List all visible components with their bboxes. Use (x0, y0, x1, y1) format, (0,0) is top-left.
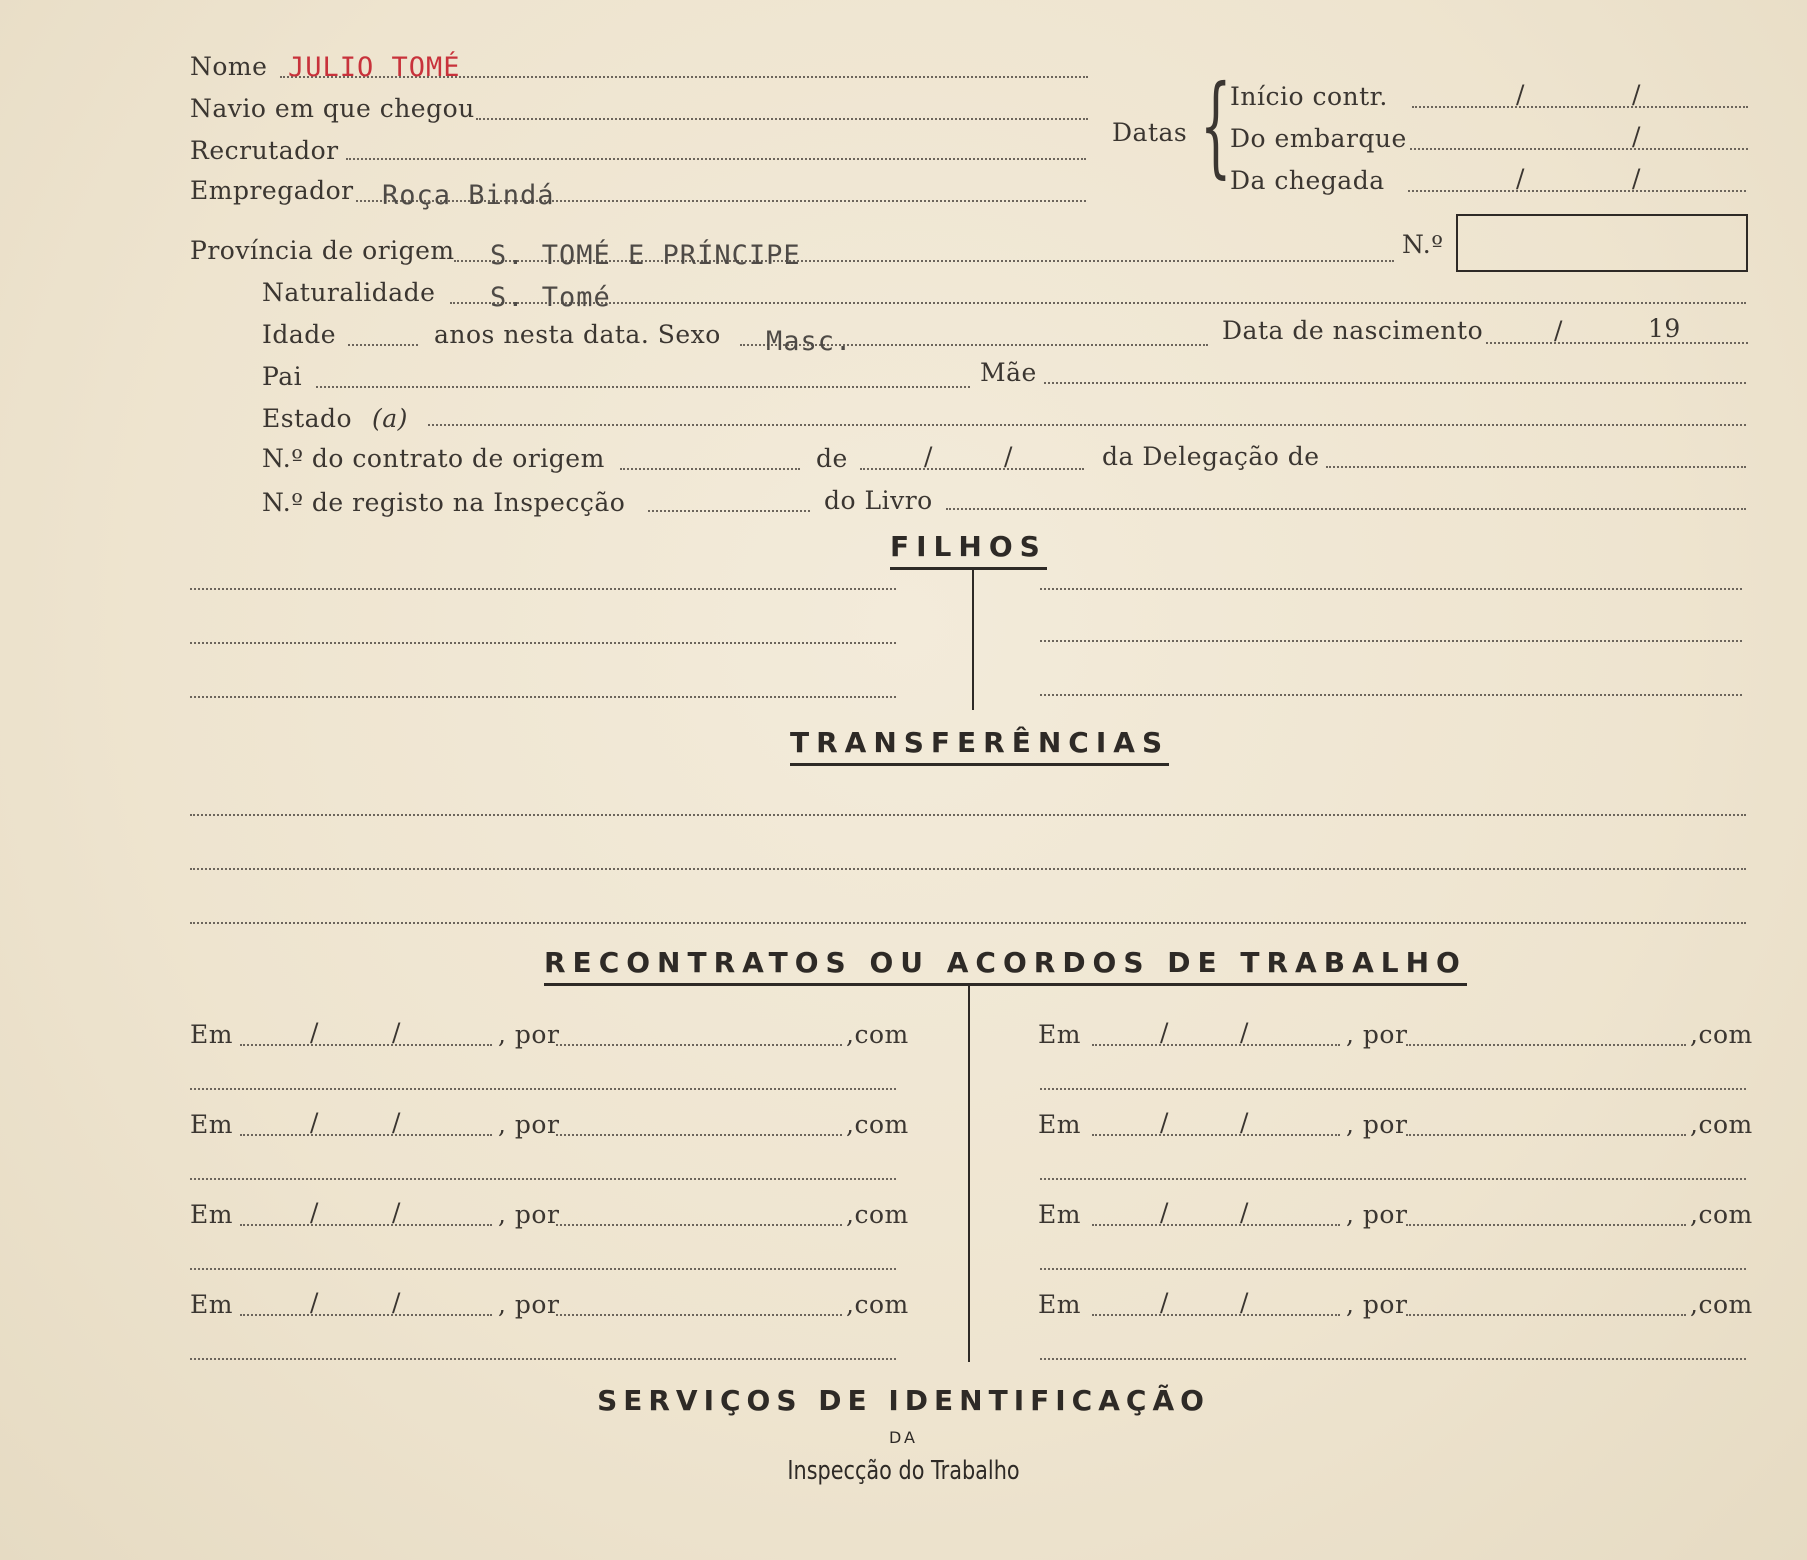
filhos-line-right-1 (1040, 588, 1742, 590)
recontrato-left-2-note-line (190, 1178, 896, 1180)
recontrato-right-2-por: , por (1346, 1110, 1408, 1139)
recontrato-right-4-note-line (1040, 1358, 1746, 1360)
footer-inspeccao: Inspecção do Trabalho (787, 1456, 1020, 1486)
recontrato-right-1-com: ,com (1690, 1020, 1753, 1049)
numero-box[interactable] (1456, 214, 1748, 272)
recontrato-left-3-por-line (556, 1224, 842, 1226)
recontrato-left-3-date-line (240, 1224, 492, 1226)
recontrato-left-3-em: Em (190, 1200, 233, 1229)
navio-label: Navio em que chegou (190, 94, 475, 123)
recontrato-right-1-date-line (1092, 1044, 1340, 1046)
recontrato-left-4-por-line (556, 1314, 842, 1316)
recontrato-left-2-por: , por (498, 1110, 560, 1139)
sexo-value: Masc. (766, 326, 853, 357)
recontrato-right-1-em: Em (1038, 1020, 1081, 1049)
recontrato-left-2-slash1: / (310, 1108, 319, 1137)
idade-label: Idade (262, 320, 337, 349)
registo-label: N.º de registo na Inspecção (262, 488, 626, 517)
footer-title: SERVIÇOS DE IDENTIFICAÇÃO (597, 1384, 1210, 1417)
filhos-divider (972, 570, 974, 710)
recontrato-right-1-slash2: / (1240, 1018, 1249, 1047)
idade-line (348, 344, 418, 346)
footer-da: DA (889, 1428, 918, 1447)
contrato-slash1: / (924, 442, 933, 471)
nome-value: JULIO TOMÉ (288, 52, 461, 83)
anos-sexo-label: anos nesta data. Sexo (434, 320, 721, 349)
nascimento-label: Data de nascimento (1222, 316, 1484, 345)
nascimento-slash: / (1554, 316, 1563, 345)
recontrato-right-2-com: ,com (1690, 1110, 1753, 1139)
filhos-line-right-2 (1040, 640, 1742, 642)
filhos-line-right-3 (1040, 694, 1742, 696)
recontrato-right-3-por-line (1406, 1224, 1686, 1226)
recontrato-right-3-em: Em (1038, 1200, 1081, 1229)
recrutador-line (346, 158, 1086, 160)
filhos-line-left-2 (190, 642, 896, 644)
recontrato-left-1-date-line (240, 1044, 492, 1046)
nome-label: Nome (190, 52, 268, 81)
recontrato-left-1-em: Em (190, 1020, 233, 1049)
contrato-slash2: / (1004, 442, 1013, 471)
contrato-line (620, 468, 800, 470)
contrato-label: N.º do contrato de origem (262, 444, 605, 473)
recontrato-right-3-note-line (1040, 1268, 1746, 1270)
estado-line (428, 424, 1746, 426)
recontrato-left-3-slash2: / (392, 1198, 401, 1227)
naturalidade-value: S. Tomé (490, 282, 611, 313)
filhos-line-left-3 (190, 696, 896, 698)
naturalidade-label: Naturalidade (262, 278, 436, 307)
recontrato-left-3-slash1: / (310, 1198, 319, 1227)
recontrato-left-3-note-line (190, 1268, 896, 1270)
recontrato-right-4-por: , por (1346, 1290, 1408, 1319)
filhos-heading: FILHOS (890, 530, 1047, 570)
filhos-line-left-1 (190, 588, 896, 590)
recontrato-left-4-por: , por (498, 1290, 560, 1319)
numero-label: N.º (1402, 230, 1444, 259)
recontrato-left-1-slash2: / (392, 1018, 401, 1047)
contrato-de-label: de (816, 444, 848, 473)
pai-label: Pai (262, 362, 303, 391)
registo-line (648, 510, 810, 512)
recontrato-right-2-em: Em (1038, 1110, 1081, 1139)
mae-label: Mãe (980, 358, 1037, 387)
recontrato-right-4-date-line (1092, 1314, 1340, 1316)
recontrato-left-1-por: , por (498, 1020, 560, 1049)
nascimento-year: 19 (1648, 314, 1681, 343)
recontrato-right-3-por: , por (1346, 1200, 1408, 1229)
recontrato-left-4-com: ,com (846, 1290, 909, 1319)
recontrato-right-4-por-line (1406, 1314, 1686, 1316)
contrato-date-line (860, 468, 1084, 470)
mae-line (1044, 382, 1746, 384)
recontrato-left-4-note-line (190, 1358, 896, 1360)
recontratos-divider (968, 986, 970, 1362)
recontrato-left-1-por-line (556, 1044, 842, 1046)
datas-embarque-label: Do embarque (1230, 124, 1407, 153)
livro-label: do Livro (824, 486, 933, 515)
recontrato-right-1-por-line (1406, 1044, 1686, 1046)
livro-line (946, 508, 1746, 510)
recontratos-heading: RECONTRATOS OU ACORDOS DE TRABALHO (544, 946, 1467, 986)
recontrato-right-2-note-line (1040, 1178, 1746, 1180)
recontrato-left-4-slash2: / (392, 1288, 401, 1317)
estado-label: Estado (262, 404, 353, 433)
navio-line (476, 118, 1088, 120)
delegacao-label: da Delegação de (1102, 442, 1320, 471)
recontrato-right-1-por: , por (1346, 1020, 1408, 1049)
recontrato-left-2-em: Em (190, 1110, 233, 1139)
datas-chegada-line (1408, 190, 1746, 192)
datas-chegada-slash1: / (1516, 164, 1525, 193)
datas-inicio-slash1: / (1516, 80, 1525, 109)
recontrato-left-2-por-line (556, 1134, 842, 1136)
recontrato-right-3-date-line (1092, 1224, 1340, 1226)
datas-brace: { (1200, 61, 1232, 189)
recontrato-right-3-slash1: / (1160, 1198, 1169, 1227)
recontrato-left-2-slash2: / (392, 1108, 401, 1137)
datas-chegada-label: Da chegada (1230, 166, 1385, 195)
empregador-value: Roça Bindá (382, 180, 555, 211)
recontrato-left-1-note-line (190, 1088, 896, 1090)
estado-note: (a) (372, 404, 408, 433)
recontrato-right-1-slash1: / (1160, 1018, 1169, 1047)
recontrato-left-2-date-line (240, 1134, 492, 1136)
provincia-label: Província de origem (190, 236, 455, 265)
recontrato-right-4-slash2: / (1240, 1288, 1249, 1317)
provincia-value: S. TOMÉ E PRÍNCIPE (490, 240, 801, 271)
datas-embarque-line (1410, 148, 1748, 150)
pai-line (316, 386, 970, 388)
recontrato-right-2-slash2: / (1240, 1108, 1249, 1137)
recontrato-left-1-com: ,com (846, 1020, 909, 1049)
recontrato-right-2-date-line (1092, 1134, 1340, 1136)
transferencias-heading: TRANSFERÊNCIAS (790, 726, 1169, 766)
datas-chegada-slash2: / (1632, 164, 1641, 193)
datas-inicio-slash2: / (1632, 80, 1641, 109)
recontrato-left-2-com: ,com (846, 1110, 909, 1139)
datas-inicio-line (1412, 106, 1748, 108)
datas-embarque-slash: / (1632, 122, 1641, 151)
recrutador-label: Recrutador (190, 136, 339, 165)
nascimento-line (1486, 342, 1748, 344)
recontrato-left-4-em: Em (190, 1290, 233, 1319)
datas-inicio-label: Início contr. (1230, 82, 1388, 111)
recontrato-right-4-slash1: / (1160, 1288, 1169, 1317)
recontrato-left-3-com: ,com (846, 1200, 909, 1229)
recontrato-left-3-por: , por (498, 1200, 560, 1229)
recontrato-left-4-slash1: / (310, 1288, 319, 1317)
transferencias-line-1 (190, 814, 1746, 816)
transferencias-line-2 (190, 868, 1746, 870)
empregador-label: Empregador (190, 176, 354, 205)
recontrato-left-4-date-line (240, 1314, 492, 1316)
recontrato-right-3-slash2: / (1240, 1198, 1249, 1227)
recontrato-right-3-com: ,com (1690, 1200, 1753, 1229)
datas-label: Datas (1112, 118, 1188, 147)
recontrato-left-1-slash1: / (310, 1018, 319, 1047)
recontrato-right-1-note-line (1040, 1088, 1746, 1090)
delegacao-line (1326, 466, 1746, 468)
recontrato-right-2-slash1: / (1160, 1108, 1169, 1137)
naturalidade-line (450, 302, 1746, 304)
recontrato-right-2-por-line (1406, 1134, 1686, 1136)
recontrato-right-4-com: ,com (1690, 1290, 1753, 1319)
transferencias-line-3 (190, 922, 1746, 924)
recontrato-right-4-em: Em (1038, 1290, 1081, 1319)
